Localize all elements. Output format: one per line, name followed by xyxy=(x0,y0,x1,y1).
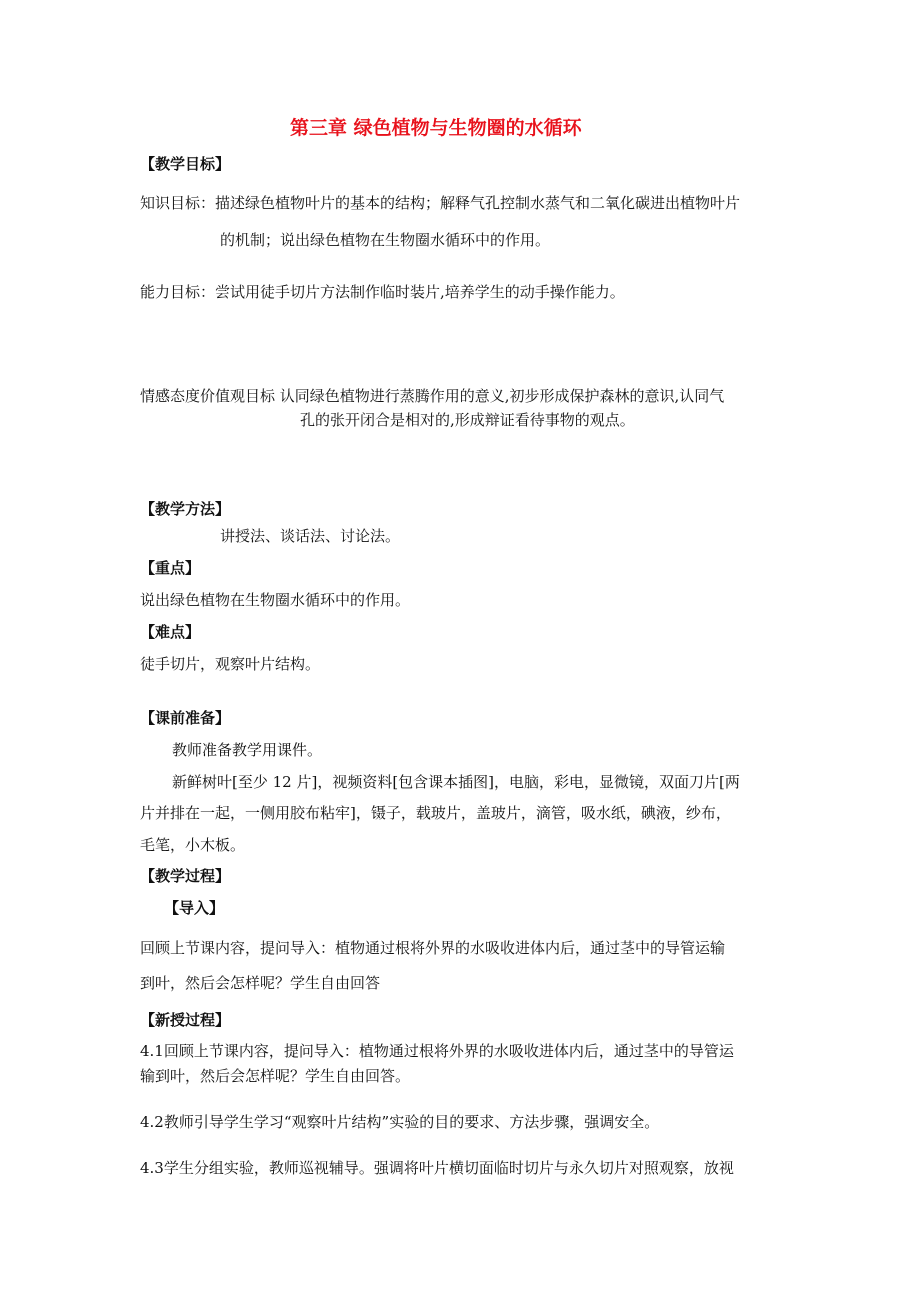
page-title: 第三章 绿色植物与生物圈的水循环 xyxy=(290,117,582,139)
knowledge-objective-line2: 的机制；说出绿色植物在生物圈水循环中的作用。 xyxy=(220,231,551,249)
step-4-2: 4.2教师引导学生学习“观察叶片结构”实验的目的要求、方法步骤，强调安全。 xyxy=(140,1113,660,1131)
objectives-heading: 【教学目标】 xyxy=(140,155,231,173)
key-point-text: 说出绿色植物在生物圈水循环中的作用。 xyxy=(140,591,411,609)
intro-heading: 【导入】 xyxy=(164,899,225,917)
step-4-1-line2: 输到叶，然后会怎样呢？学生自由回答。 xyxy=(140,1067,411,1085)
difficulty-heading: 【难点】 xyxy=(140,623,201,641)
key-point-heading: 【重点】 xyxy=(140,559,201,577)
preparation-heading: 【课前准备】 xyxy=(140,709,231,727)
preparation-line3: 片并排在一起，一侧用胶布粘牢]，镊子，载玻片，盖玻片，滴管，吸水纸，碘液，纱布， xyxy=(140,804,731,822)
step-4-3: 4.3学生分组实验，教师巡视辅导。强调将叶片横切面临时切片与永久切片对照观察，放视 xyxy=(140,1159,734,1177)
intro-line2: 到叶，然后会怎样呢？学生自由回答 xyxy=(140,974,381,992)
preparation-line2: 新鲜树叶[至少 12 片]，视频资料[包含课本插图]，电脑，彩电，显微镜，双面刀片[两 xyxy=(172,773,740,791)
emotion-objective-line2: 孔的张开闭合是相对的,形成辩证看待事物的观点。 xyxy=(300,411,635,429)
emotion-objective-line1: 情感态度价值观目标 认同绿色植物进行蒸腾作用的意义,初步形成保护森林的意识,认同气 xyxy=(140,387,725,405)
step-4-1-line1: 4.1回顾上节课内容，提问导入：植物通过根将外界的水吸收进体内后，通过茎中的导管运 xyxy=(140,1042,734,1060)
ability-objective: 能力目标：尝试用徒手切片方法制作临时装片,培养学生的动手操作能力。 xyxy=(140,283,625,301)
methods-heading: 【教学方法】 xyxy=(140,500,231,518)
difficulty-text: 徒手切片，观察叶片结构。 xyxy=(140,655,321,673)
knowledge-objective-line1: 知识目标：描述绿色植物叶片的基本的结构；解释气孔控制水蒸气和二氧化碳进出植物叶片 xyxy=(140,194,741,212)
intro-line1: 回顾上节课内容，提问导入：植物通过根将外界的水吸收进体内后，通过茎中的导管运输 xyxy=(140,939,726,957)
preparation-line1: 教师准备教学用课件。 xyxy=(172,741,323,759)
new-lesson-heading: 【新授过程】 xyxy=(140,1011,231,1029)
methods-text: 讲授法、谈话法、讨论法。 xyxy=(220,527,401,545)
preparation-line4: 毛笔，小木板。 xyxy=(140,836,246,854)
process-heading: 【教学过程】 xyxy=(140,867,231,885)
